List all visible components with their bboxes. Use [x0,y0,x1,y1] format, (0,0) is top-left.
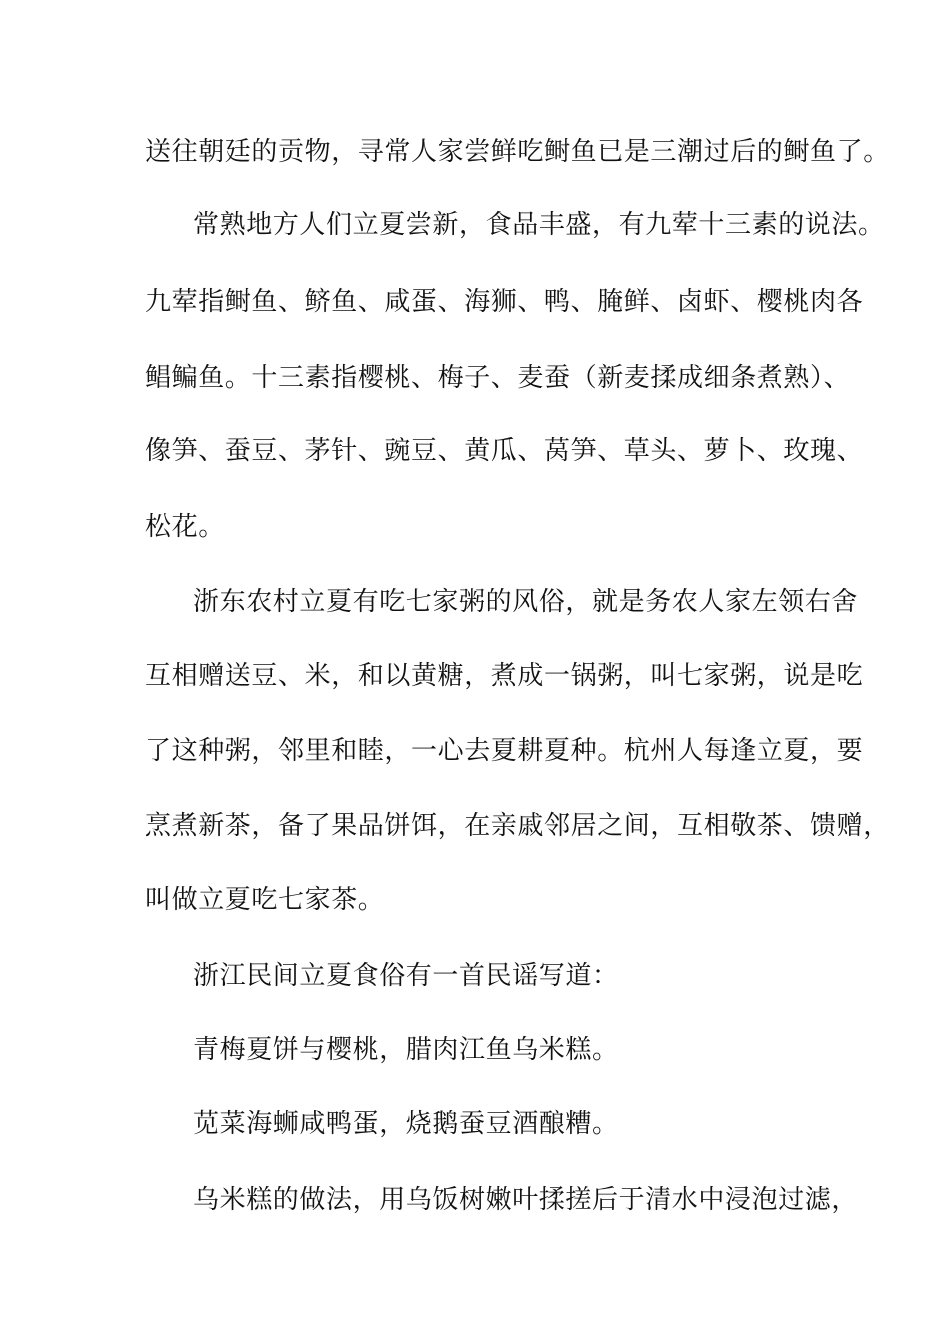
text-line: 像笋、蚕豆、茅针、豌豆、黄瓜、莴笋、草头、萝卜、玫瑰、 [145,436,864,466]
text-line: 九荤指鲥鱼、鲚鱼、咸蛋、海狮、鸭、腌鲜、卤虾、樱桃肉各 [145,287,864,317]
verse-line: 苋菜海蛳咸鸭蛋，烧鹅蚕豆酒酿糟。 [193,1109,619,1139]
verse-line: 青梅夏饼与樱桃，腊肉江鱼乌米糕。 [193,1035,619,1065]
paragraph-start-line: 常熟地方人们立夏尝新，食品丰盛，有九荤十三素的说法。 [193,210,885,240]
text-line: 叫做立夏吃七家茶。 [145,885,385,915]
text-line: 送往朝廷的贡物，寻常人家尝鲜吃鲥鱼已是三潮过后的鲥鱼了。 [145,137,890,167]
text-line: 互相赠送豆、米，和以黄糖，煮成一锅粥，叫七家粥，说是吃 [145,661,864,691]
paragraph-start-line: 浙江民间立夏食俗有一首民谣写道： [193,961,619,991]
paragraph-start-line: 乌米糕的做法，用乌饭树嫩叶揉搓后于清水中浸泡过滤， [193,1185,859,1215]
paragraph-start-line: 浙东农村立夏有吃七家粥的风俗，就是务农人家左领右舍 [193,587,859,617]
text-line: 烹煮新茶，备了果品饼饵，在亲戚邻居之间，互相敬茶、馈赠， [145,811,890,841]
text-line: 鲳鳊鱼。十三素指樱桃、梅子、麦蚕（新麦揉成细条煮熟）、 [145,363,851,393]
text-line: 松花。 [145,512,225,542]
text-line: 了这种粥，邻里和睦，一心去夏耕夏种。杭州人每逢立夏，要 [145,736,864,766]
